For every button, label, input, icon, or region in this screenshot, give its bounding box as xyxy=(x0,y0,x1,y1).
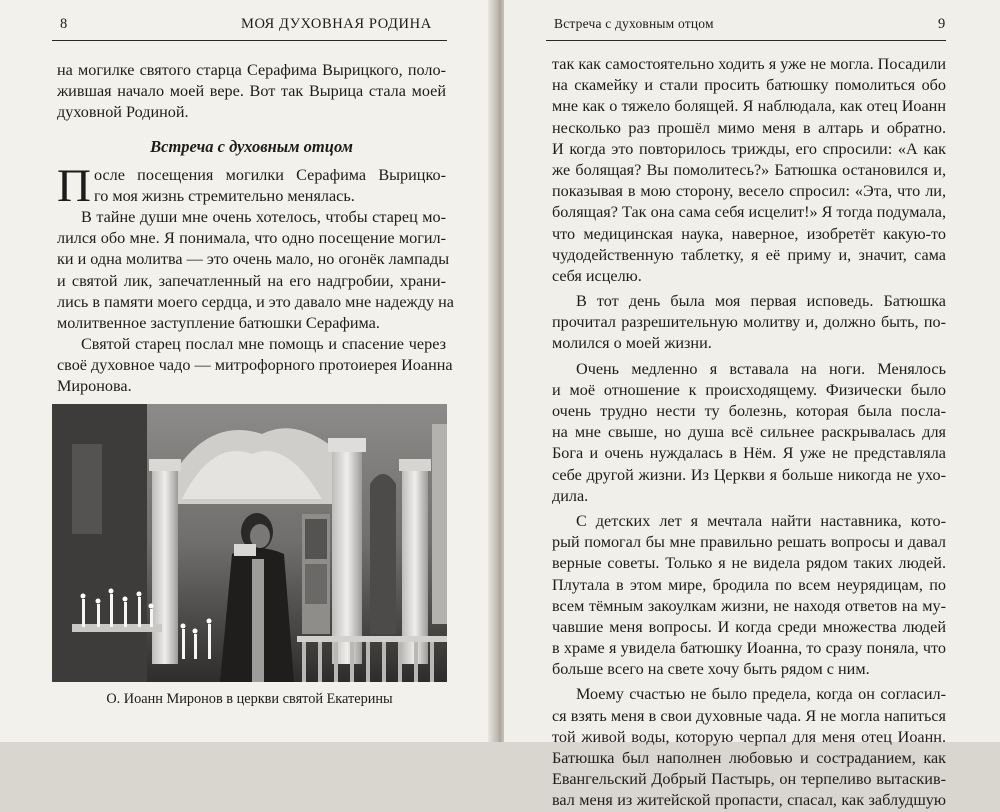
text-line: чудодейственную таблетку, я её приму и, значит, сама xyxy=(552,245,946,264)
text-line: молитвенное заступление батюшки Серафима. xyxy=(57,313,380,332)
text-line: больше всего на свете хочу быть рядом с ним. xyxy=(552,660,870,679)
text-line: дила. xyxy=(552,486,589,505)
text-line: несколько раз прошёл мимо меня в алтарь и обратно. xyxy=(552,118,946,137)
text-line: Очень медленно я вставала на ноги. Менялось xyxy=(576,359,946,378)
text-line: той живой воды, которую черпал для меня отец Иоанн. xyxy=(552,727,946,746)
text-line: В тайне души мне очень хотелось, чтобы старец мо- xyxy=(81,207,446,226)
text-line: ки и одна молитва — это очень мало, но огонёк лампады xyxy=(57,250,450,269)
text-line: болящая? Так она сама себя исцелит!» Я тогда подумала, xyxy=(552,203,946,222)
left-running-head: МОЯ ДУХОВНАЯ РОДИНА xyxy=(241,16,432,32)
right-text-block xyxy=(552,54,946,812)
text-line: мне как о тяжело болящей. Я наблюдала, как отец Иоанн xyxy=(552,97,946,116)
text-line: В тот день была моя первая исповедь. Батюшка xyxy=(576,292,946,311)
right-page xyxy=(504,0,1000,810)
text-line: прочитал разрешительную молитву и, должно быть, по- xyxy=(552,313,946,332)
text-line: лись в памяти моего сердца, и это давало мне надежду на xyxy=(57,292,454,311)
dropcap-letter: П xyxy=(57,159,91,212)
text-line: всем тёмным закоулкам жизни, не находя ответов на му- xyxy=(552,596,946,615)
text-line: в храме я увидела батюшку Иоанна, то сразу поняла, что xyxy=(552,639,946,658)
right-page-number: 9 xyxy=(938,16,946,32)
left-text-block xyxy=(57,60,454,446)
text-line: верные советы. Только я не видела рядом таких людей. xyxy=(552,554,946,573)
text-line: и моё отношение к происходящему. Физически было xyxy=(552,380,946,399)
dropcap-paragraph xyxy=(57,159,446,212)
right-running-head: Встреча с духовным отцом xyxy=(554,16,714,31)
text-line: Плутала в этом мире, бродила по всем неурядицам, по xyxy=(552,575,946,594)
text-line: молился о моей жизни. xyxy=(552,334,712,353)
text-line: Бога и очень нуждалась в Нём. Я уже не представляла xyxy=(552,444,946,463)
text-line: Моему счастью не было предела, когда он согласил- xyxy=(576,685,946,704)
text-line: Миронова. xyxy=(57,377,132,396)
text-line: И когда это повторилось трижды, его спросили: «А как xyxy=(552,139,946,158)
left-page xyxy=(0,0,496,742)
text-line: осле посещения могилки Серафима Вырицко- xyxy=(93,165,446,184)
right-header-rule xyxy=(546,40,946,41)
text-line: себя исцелю. xyxy=(552,266,642,285)
text-line: жившая начало моей вере. Вот так Вырица стала моей xyxy=(57,82,446,101)
text-line: духовной Родиной. xyxy=(57,103,189,122)
text-line: чавшие меня вопросы. И когда среди множества людей xyxy=(552,617,946,636)
text-line: на скамейку и стали просить батюшку помолиться обо xyxy=(552,76,946,95)
text-line: Батюшка был наполнен любовью и состраданием, как xyxy=(552,749,946,767)
text-line: вал меня из житейской пропасти, спасал, как заблудшую xyxy=(552,791,946,810)
text-line: показывая в мою сторону, весело спросил: «Эта, что ли, xyxy=(552,182,946,201)
text-line: очень трудно нести ту болезнь, которая была посла- xyxy=(552,402,946,420)
text-line: рый помогал бы мне правильно решать вопросы и давал xyxy=(552,533,946,552)
text-line: Евангельский Добрый Пастырь, он терпеливо вытаскив- xyxy=(552,770,946,789)
text-line: на мне свыше, но душа всё сильнее раскрывалась для xyxy=(552,423,946,442)
text-line: го моя жизнь стремительно менялась. xyxy=(93,186,355,205)
text-line: С детских лет я мечтала найти наставника, кото- xyxy=(576,511,946,530)
text-line: что медицинская наука, наверное, изобретёт какую-то xyxy=(552,224,946,243)
text-line: себе другой жизни. Из Церкви я больше никогда не ухо- xyxy=(552,465,946,484)
text-line: лился обо мне. Я понимала, что одно посещение могил- xyxy=(57,229,446,248)
photo-caption: О. Иоанн Миронов в церкви святой Екатерины xyxy=(106,691,393,707)
text-line: Святой старец послал мне помощь и спасение через xyxy=(81,335,446,354)
text-line: своё духовное чадо — митрофорного протоиерея Иоанна xyxy=(57,356,453,375)
left-header-rule xyxy=(52,40,447,41)
church-interior-photo xyxy=(52,404,447,682)
text-line: на могилке святого старца Серафима Вырицкого, поло- xyxy=(57,61,446,79)
text-line: так как самостоятельно ходить я уже не могла. Посадили xyxy=(552,55,947,73)
text-line: ся взять меня в свои духовные чада. Я не могла напиться xyxy=(552,706,946,725)
text-line: и святой лик, запечатленный на его надгробии, храни- xyxy=(57,271,446,290)
text-line: же болящая? Вы помолитесь?» Батюшка остановился и, xyxy=(552,160,946,179)
left-page-number: 8 xyxy=(60,16,68,32)
section-title: Встреча с духовным отцом xyxy=(150,136,353,156)
